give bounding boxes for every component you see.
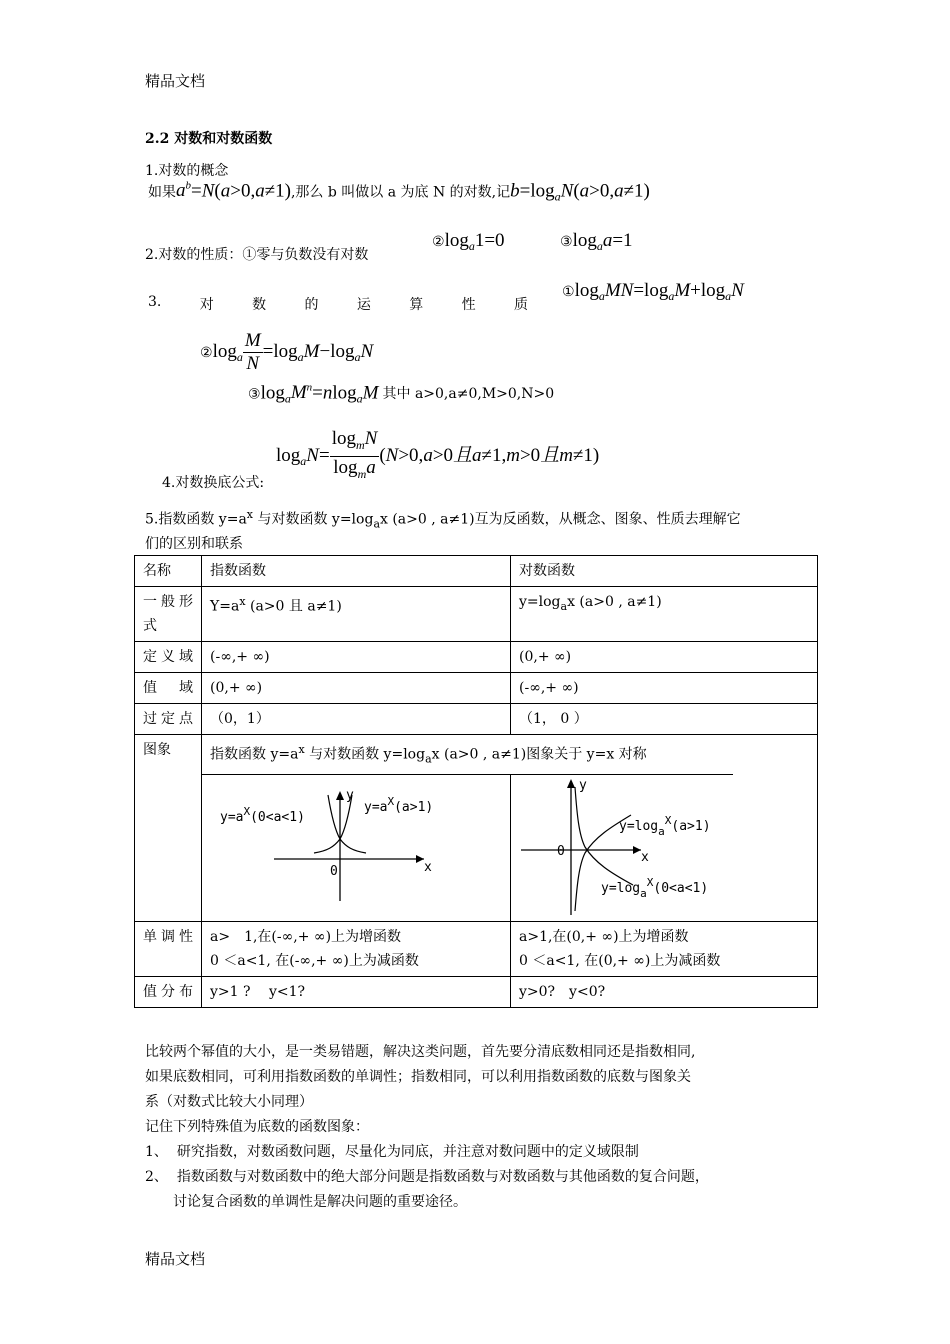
label-growth: $y=a^X(a>1)$ xyxy=(364,795,434,816)
row-label: 值域 xyxy=(135,673,202,704)
y-arrow-icon xyxy=(336,791,344,800)
tips-list xyxy=(145,1140,709,1215)
remember-line: 记住下列特殊值为底数的函数图象： xyxy=(145,1119,369,1135)
page-footer: 精品文档 xyxy=(145,1250,206,1268)
page-header: 精品文档 xyxy=(145,72,206,90)
list-item: 1、 研究指数，对数函数问题，尽量化为同底，并注意对数问题中的定义域限制 xyxy=(145,1144,639,1160)
operation-heading: 3. 对 数 的 运 算 性 质 xyxy=(148,294,528,313)
concept-definition: 如果$a^b=N(a>0,a\ne 1)$,那么 b 叫做以 a 为底 N 的对数,记$b=\log_aN(a>0,a\ne 1)$ xyxy=(148,180,650,204)
row-label: 定义域 xyxy=(135,642,202,673)
comparison-paragraph: 比较两个幂值的大小，是一类易错题，解决这类问题，首先要分清底数相同还是指数相同, 如果底数相同，可利用指数函数的单调性；指数相同，可以利用指数函数的底数与图象关 系（对数式比较大小同理） 记住下列特殊值为底数的函数图象： xyxy=(145,1040,695,1140)
section-title: 2.2 对数和对数函数 xyxy=(145,131,273,147)
origin-label: 0 xyxy=(557,844,565,860)
row-label: 一般形式 xyxy=(135,587,202,642)
point-exp: （0，1） xyxy=(202,704,511,735)
x-arrow-icon xyxy=(633,846,641,854)
row-label: 图象 xyxy=(135,735,202,922)
mono-exp: a> 1,在(-∞,+ ∞)上为增函数 0 ＜a<1, 在(-∞,+ ∞)上为减函数 xyxy=(202,922,511,977)
change-base-heading: 4.对数换底公式: xyxy=(162,475,265,491)
rule-product: $①\log_aMN=\log_aM+\log_aN$ xyxy=(562,280,744,304)
curve-exp-growth xyxy=(314,795,352,853)
table-row xyxy=(135,673,818,704)
table-row xyxy=(135,556,818,587)
list-item: 2、 指数函数与对数函数中的绝大部分问题是指数函数与对数函数与其他函数的复合问题， xyxy=(145,1169,709,1185)
form-log: $y=\log_ax$ (a>0 , a≠1) xyxy=(511,587,818,642)
curve-log-decay xyxy=(575,787,633,885)
rule-quotient: $②\log_a$ $\frac{M}{N}$ $=\log_aM-\log_aN$ xyxy=(200,330,374,374)
table-row xyxy=(135,735,818,922)
table-row xyxy=(135,642,818,673)
label-log-decay: $y=\log_a^X(0<a<1)$ xyxy=(601,876,709,901)
change-base-formula: $\log_aN=$ $\frac{\log_mN}{\log_ma}$ (N>0,a>0且a≠1,m>0且m≠1) xyxy=(276,428,600,481)
curve-exp-decay xyxy=(328,795,366,853)
graph-note: 指数函数 $y=a^x$ 与对数函数 $y=\log_ax$ (a>0 , a≠1)图象关于 y=x 对称 xyxy=(202,735,733,775)
log-graph xyxy=(511,775,817,921)
property-heading: 2.对数的性质：①零与负数没有对数 xyxy=(145,247,369,263)
exp-graph xyxy=(202,775,511,921)
domain-exp: (-∞,+ ∞) xyxy=(202,642,511,673)
property-log1: $②\log_a1=0$ xyxy=(432,230,505,254)
point-log: （1， 0 ） xyxy=(511,704,818,735)
table-row xyxy=(135,704,818,735)
x-label: x xyxy=(641,850,649,866)
dist-log: y>0? y<0? xyxy=(511,977,818,1008)
mono-log: a>1,在(0,+ ∞)上为增函数 0 ＜a<1, 在(0,+ ∞)上为减函数 xyxy=(511,922,818,977)
list-item-cont: 讨论复合函数的单调性是解决问题的重要途径。 xyxy=(173,1194,467,1210)
form-exp: $Y=a^x$ (a>0 且 a≠1) xyxy=(202,587,511,642)
inverse-intro: 5.指数函数 $y=a^x$ 与对数函数 $y=\log_ax$ (a>0 , a≠1)互为反函数，从概念、图象、性质去理解它 xyxy=(145,508,741,531)
domain-log: (0,+ ∞) xyxy=(511,642,818,673)
graph-cell xyxy=(202,735,818,922)
x-label: x xyxy=(424,860,432,876)
label-decay: $y=a^X(0<a<1)$ xyxy=(220,805,305,826)
comparison-table xyxy=(134,555,818,1008)
header-log: 对数函数 xyxy=(511,556,818,587)
label-log-growth: $y=\log_a^X(a>1)$ xyxy=(619,814,711,839)
table-row xyxy=(135,922,818,977)
table-row xyxy=(135,977,818,1008)
property-loga: $③\log_aa=1$ xyxy=(560,230,633,254)
rule-power: $③\log_aM^n=nlog_aM$ 其中 a>0,a≠0,M>0,N>0 xyxy=(248,382,555,406)
row-label: 过定点 xyxy=(135,704,202,735)
header-exp: 指数函数 xyxy=(202,556,511,587)
x-arrow-icon xyxy=(416,855,424,863)
concept-heading: 1.对数的概念 xyxy=(145,163,229,179)
table-row xyxy=(135,587,818,642)
y-arrow-icon xyxy=(567,779,575,788)
row-label: 单调性 xyxy=(135,922,202,977)
origin-label: 0 xyxy=(330,864,338,880)
row-label: 值分布 xyxy=(135,977,202,1008)
range-exp: (0,+ ∞) xyxy=(202,673,511,704)
y-label: y xyxy=(579,778,587,794)
inverse-intro-cont: 们的区别和联系 xyxy=(145,536,243,552)
dist-exp: y>1 ? y<1? xyxy=(202,977,511,1008)
header-name: 名称 xyxy=(135,556,202,587)
range-log: (-∞,+ ∞) xyxy=(511,673,818,704)
y-label: y xyxy=(346,788,354,804)
